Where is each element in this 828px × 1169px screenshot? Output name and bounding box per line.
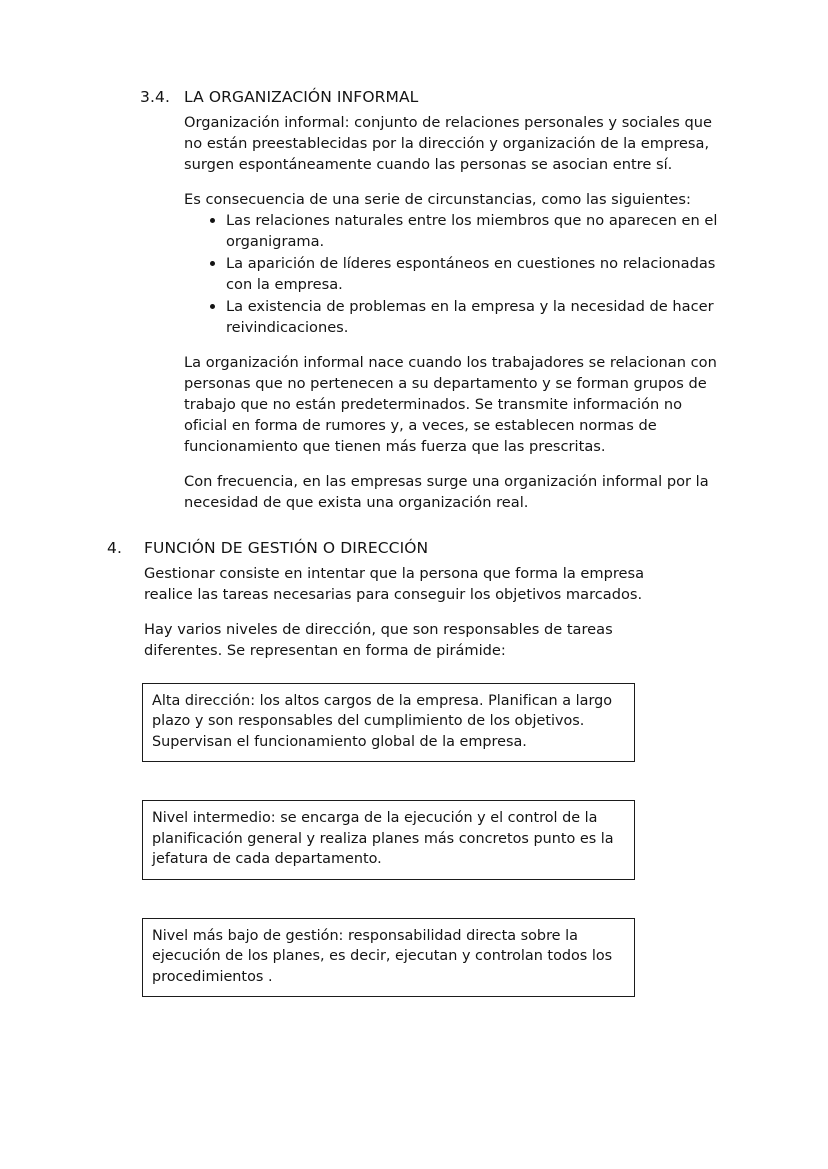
list-item: Las relaciones naturales entre los miembros que no aparecen en el organigrama.: [210, 210, 728, 252]
list-item: La existencia de problemas en la empresa y la necesidad de hacer reivindicaciones.: [210, 296, 728, 338]
section-3-4-body: [184, 112, 728, 513]
management-levels-diagram: [142, 683, 635, 997]
paragraph: Hay varios niveles de dirección, que son responsables de tareas diferentes. Se representan en forma de pirámide:: [144, 621, 613, 659]
section-heading-3-4: [140, 88, 733, 106]
paragraph: Gestionar consiste en intentar que la persona que forma la empresa realice las tareas necesarias para conseguir los objetivos marcados.: [144, 565, 645, 603]
paragraph: Organización informal: conjunto de relaciones personales y sociales que no están preestablecidas por la dirección y organización de la empresa, surgen espontáneamente cuando las personas se asocian entre sí.: [184, 114, 713, 173]
bullet-list: [184, 210, 728, 338]
level-box-nivel-mas-bajo: Nivel más bajo de gestión: responsabilidad directa sobre la ejecución de los planes, es decir, ejecutan y controlan todos los procedimientos .: [142, 918, 635, 997]
section-title: FUNCIÓN DE GESTIÓN O DIRECCIÓN: [144, 539, 429, 557]
level-box-nivel-intermedio: Nivel intermedio: se encarga de la ejecución y el control de la planificación general y realiza planes más concretos punto es la jefatura de cada departamento.: [142, 800, 635, 879]
paragraph: Con frecuencia, en las empresas surge una organización informal por la necesidad de que exista una organización real.: [184, 473, 709, 511]
level-box-alta-direccion: Alta dirección: los altos cargos de la empresa. Planifican a largo plazo y son responsables del cumplimiento de los objetivos. Supervisan el funcionamiento global de la empresa.: [142, 683, 635, 762]
section-number: 4.: [107, 539, 122, 557]
section-4-body: [144, 563, 683, 661]
list-item: La aparición de líderes espontáneos en cuestiones no relacionadas con la empresa.: [210, 253, 728, 295]
section-heading-4: [100, 539, 733, 557]
paragraph: Es consecuencia de una serie de circunstancias, como las siguientes:: [184, 191, 691, 208]
section-title: LA ORGANIZACIÓN INFORMAL: [184, 88, 419, 106]
section-number: 3.4.: [140, 88, 170, 106]
paragraph: La organización informal nace cuando los trabajadores se relacionan con personas que no pertenecen a su departamento y se forman grupos de trabajo que no están predeterminados. Se transmite información no oficial en forma de rumores y, a veces, se establecen normas de funcionamiento que tienen más fuerza que las prescritas.: [184, 354, 717, 455]
